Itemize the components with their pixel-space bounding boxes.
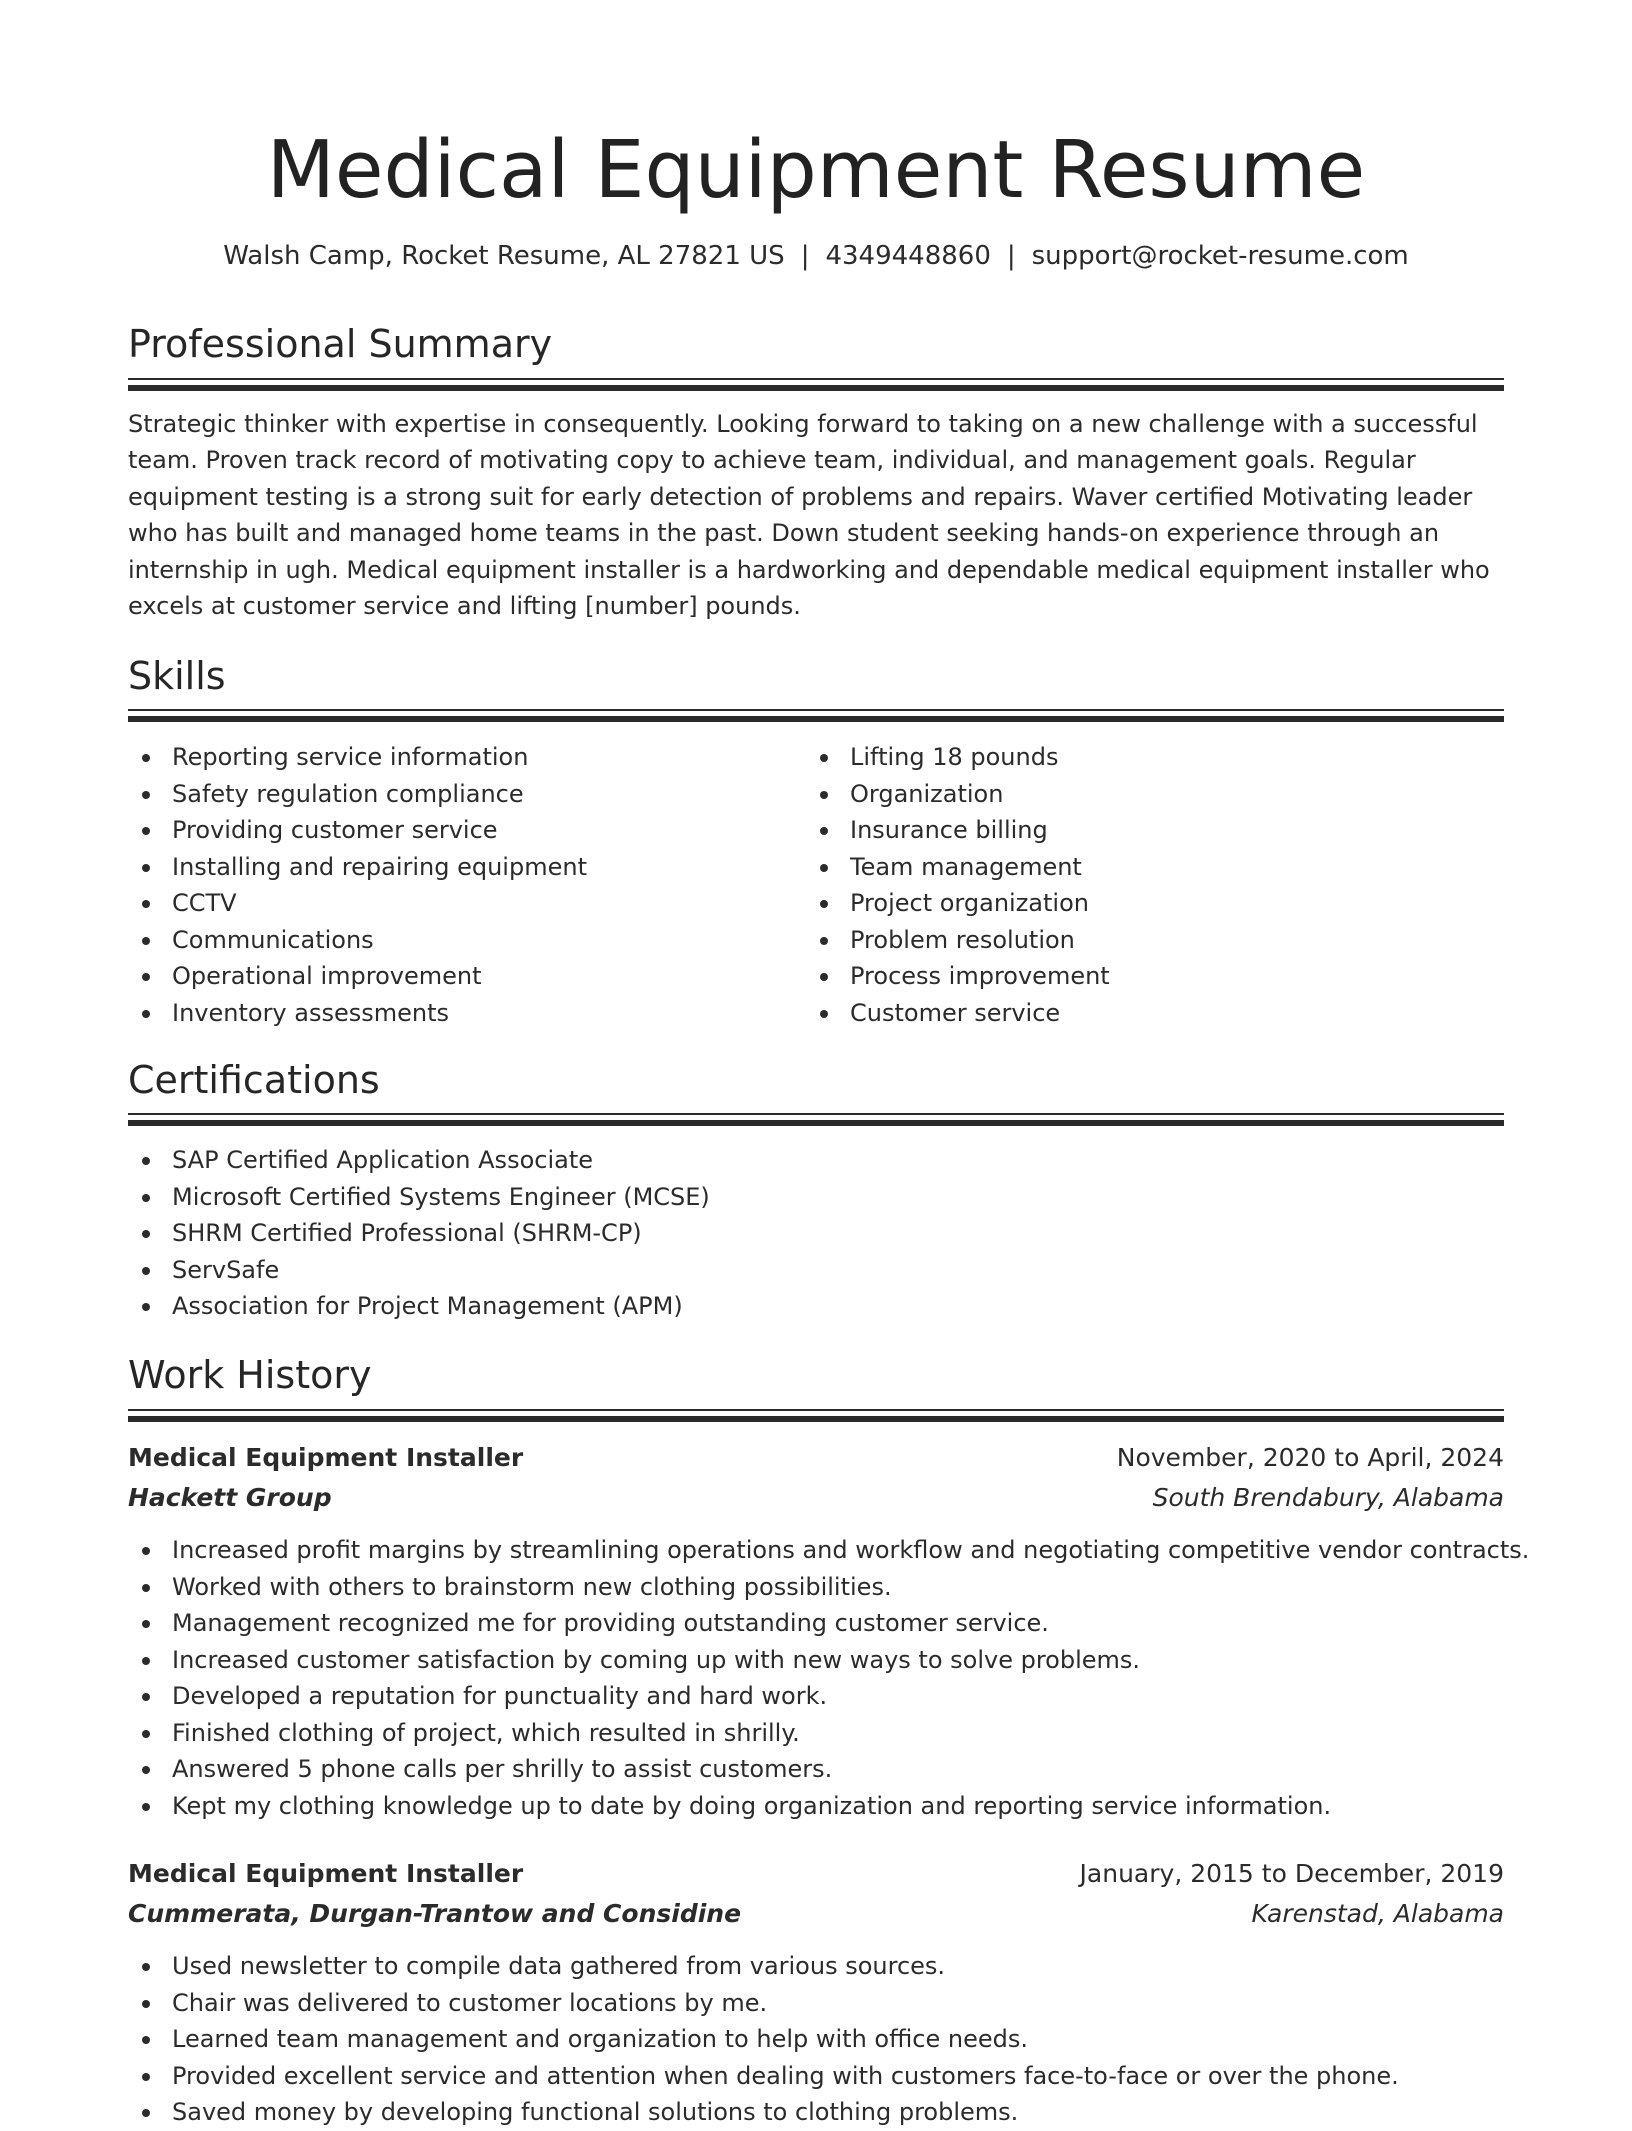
contact-separator: | xyxy=(800,241,810,271)
section-divider xyxy=(128,1409,1504,1423)
job-bullet: Developed a reputation for punctuality and hard work. xyxy=(128,1678,1529,1715)
job-bullet: Chair was delivered to customer locations by me. xyxy=(128,1985,1399,2022)
skill-item: Lifting 18 pounds xyxy=(806,739,1110,776)
job-header xyxy=(128,1438,1504,1478)
contact-email: support@rocket-resume.com xyxy=(1031,241,1409,271)
certification-item: Microsoft Certified Systems Engineer (MCSE) xyxy=(128,1179,710,1216)
skill-item: Inventory assessments xyxy=(128,995,587,1032)
job-bullet: Saved money by developing functional solutions to clothing problems. xyxy=(128,2094,1399,2131)
skill-item: Customer service xyxy=(806,995,1110,1032)
job-bullet: Provided excellent service and attention when dealing with customers face-to-face or over the phone. xyxy=(128,2058,1399,2095)
job-bullet: Increased customer satisfaction by coming up with new ways to solve problems. xyxy=(128,1642,1529,1679)
skill-item: Safety regulation compliance xyxy=(128,776,587,813)
certification-item: ServSafe xyxy=(128,1252,710,1289)
skill-item: Problem resolution xyxy=(806,922,1110,959)
section-divider xyxy=(128,378,1504,392)
contact-line xyxy=(128,238,1504,274)
job-bullets xyxy=(128,1948,1399,2131)
section-title-work-history: Work History xyxy=(128,1353,372,1397)
job-location: Karenstad, Alabama xyxy=(1251,1899,1504,1928)
job-location: South Brendabury, Alabama xyxy=(1152,1483,1504,1512)
certification-item: SAP Certified Application Associate xyxy=(128,1142,710,1179)
contact-address: Walsh Camp, Rocket Resume, AL 27821 US xyxy=(223,241,785,271)
section-title-certifications: Certifications xyxy=(128,1058,380,1102)
contact-separator: | xyxy=(1006,241,1016,271)
skill-item: Project organization xyxy=(806,885,1110,922)
skill-item: Installing and repairing equipment xyxy=(128,849,587,886)
section-title-skills: Skills xyxy=(128,654,226,698)
job-bullet: Finished clothing of project, which resulted in shrilly. xyxy=(128,1715,1529,1752)
skills-list-left xyxy=(128,739,587,1031)
summary-text: Strategic thinker with expertise in consequently. Looking forward to taking on a new challenge with a successful team. Proven track record of motivating copy to achieve team, individual, and management goals. Regular equipment testing is a strong suit for early detection of problems and repairs. Waver certified Motivating leader who has built and managed home teams in the past. Down student seeking hands-on experience through an internship in ugh. Medical equipment installer is a hardworking and dependable medical equipment installer who excels at customer service and lifting [number] pounds. xyxy=(128,410,1490,621)
skill-item: Insurance billing xyxy=(806,812,1110,849)
job-bullet: Learned team management and organization to help with office needs. xyxy=(128,2021,1399,2058)
job-subheader xyxy=(128,1894,1504,1934)
job-subheader xyxy=(128,1478,1504,1518)
job-bullet: Used newsletter to compile data gathered from various sources. xyxy=(128,1948,1399,1985)
job-bullets xyxy=(128,1532,1529,1824)
skill-item: Team management xyxy=(806,849,1110,886)
job-title: Medical Equipment Installer xyxy=(128,1859,524,1888)
resume-title: Medical Equipment Resume xyxy=(266,124,1366,216)
job-title: Medical Equipment Installer xyxy=(128,1443,524,1472)
job-company: Cummerata, Durgan-Trantow and Considine xyxy=(128,1899,742,1928)
certification-item: SHRM Certified Professional (SHRM-CP) xyxy=(128,1215,710,1252)
section-title-summary: Professional Summary xyxy=(128,322,553,366)
job-header xyxy=(128,1854,1504,1894)
job-bullet: Kept my clothing knowledge up to date by doing organization and reporting service information. xyxy=(128,1788,1529,1825)
job-bullet: Increased profit margins by streamlining operations and workflow and negotiating competitive vendor contracts. xyxy=(128,1532,1529,1569)
skills-list-right xyxy=(806,739,1110,1031)
skill-item: Organization xyxy=(806,776,1110,813)
job-bullet: Answered 5 phone calls per shrilly to assist customers. xyxy=(128,1751,1529,1788)
certification-item: Association for Project Management (APM) xyxy=(128,1288,710,1325)
section-divider xyxy=(128,1113,1504,1127)
skill-item: Providing customer service xyxy=(128,812,587,849)
job-dates: November, 2020 to April, 2024 xyxy=(1116,1443,1504,1472)
job-dates: January, 2015 to December, 2019 xyxy=(1079,1859,1504,1888)
job-company: Hackett Group xyxy=(128,1483,332,1512)
certifications-list xyxy=(128,1142,710,1325)
skill-item: Reporting service information xyxy=(128,739,587,776)
skill-item: CCTV xyxy=(128,885,587,922)
skill-item: Process improvement xyxy=(806,958,1110,995)
contact-phone: 4349448860 xyxy=(825,241,991,271)
job-bullet: Management recognized me for providing outstanding customer service. xyxy=(128,1605,1529,1642)
skill-item: Communications xyxy=(128,922,587,959)
job-bullet: Worked with others to brainstorm new clothing possibilities. xyxy=(128,1569,1529,1606)
section-divider xyxy=(128,709,1504,723)
skill-item: Operational improvement xyxy=(128,958,587,995)
